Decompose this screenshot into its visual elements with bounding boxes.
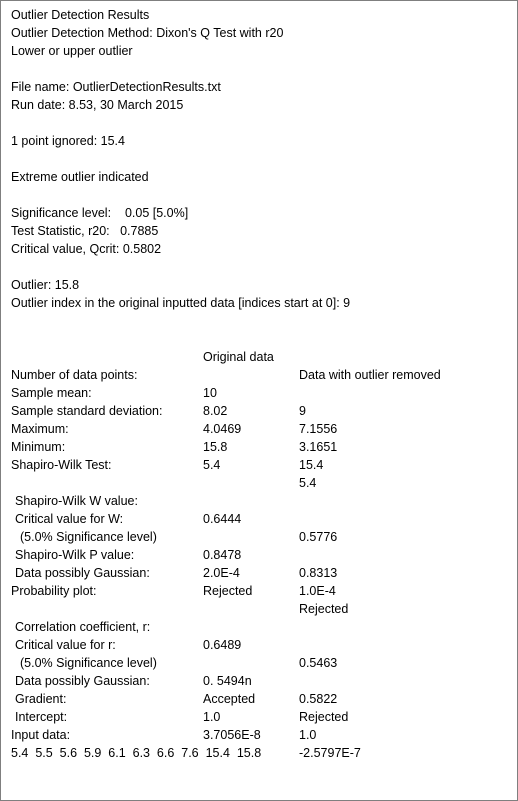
shapiro-p-label: Shapiro-Wilk P value: xyxy=(15,548,135,562)
outlier-side: Lower or upper outlier xyxy=(11,44,133,58)
shapiro-wilk-title: Shapiro-Wilk Test: xyxy=(11,458,112,472)
summary-removed: 3.1651 xyxy=(299,440,338,454)
extreme-outlier-note: Extreme outlier indicated xyxy=(11,170,149,184)
column-header-removed: Data with outlier removed xyxy=(299,368,441,382)
probability-plot-title: Probability plot: xyxy=(11,584,97,598)
probability-gaussian-removed: Rejected xyxy=(299,710,349,724)
run-date: Run date: 8.53, 30 March 2015 xyxy=(11,98,184,112)
probability-intercept-removed: -2.5797E-7 xyxy=(299,746,361,760)
shapiro-critical-removed: 0.8313 xyxy=(299,566,338,580)
outlier-value: Outlier: 15.8 xyxy=(11,278,80,292)
shapiro-critical-sublabel: (5.0% Significance level) xyxy=(20,530,157,544)
shapiro-p-original: 2.0E-4 xyxy=(203,566,240,580)
results-text xyxy=(11,6,511,762)
outlier-index: Outlier index in the original inputted data [indices start at 0]: 9 xyxy=(11,296,351,310)
probability-critical-label: Critical value for r: xyxy=(15,638,116,652)
summary-removed: 7.1556 xyxy=(299,422,338,436)
summary-original: 4.0469 xyxy=(203,422,242,436)
detection-method: Outlier Detection Method: Dixon's Q Test with r20 xyxy=(11,26,284,40)
summary-removed: 15.4 xyxy=(299,458,324,472)
file-name: File name: OutlierDetectionResults.txt xyxy=(11,80,221,94)
probability-gradient-removed: 1.0 xyxy=(299,728,317,742)
summary-removed: 5.4 xyxy=(299,476,317,490)
probability-critical-original: 0. 5494n xyxy=(203,674,252,688)
probability-gradient-label: Gradient: xyxy=(15,692,67,706)
shapiro-w-label: Shapiro-Wilk W value: xyxy=(15,494,138,508)
column-header-original: Original data xyxy=(203,350,274,364)
summary-original: 15.8 xyxy=(203,440,228,454)
probability-critical-sublabel: (5.0% Significance level) xyxy=(20,656,157,670)
shapiro-p-removed: 1.0E-4 xyxy=(299,584,336,598)
probability-intercept-label: Intercept: xyxy=(15,710,68,724)
critical-value: Critical value, Qcrit: 0.5802 xyxy=(11,242,162,256)
probability-r-label: Correlation coefficient, r: xyxy=(15,620,151,634)
probability-gradient-original: 1.0 xyxy=(203,710,221,724)
input-data-title: Input data: xyxy=(11,728,71,742)
test-statistic: Test Statistic, r20: 0.7885 xyxy=(11,224,159,238)
input-data-values: 5.4 5.5 5.6 5.9 6.1 6.3 6.6 7.6 15.4 15.8 xyxy=(11,746,262,760)
results-title: Outlier Detection Results xyxy=(11,8,150,22)
probability-critical-removed: 0.5822 xyxy=(299,692,338,706)
summary-label: Maximum: xyxy=(11,422,69,436)
probability-r-removed: 0.5463 xyxy=(299,656,338,670)
shapiro-gaussian-original: Rejected xyxy=(203,584,253,598)
shapiro-critical-original: 0.8478 xyxy=(203,548,242,562)
significance-level: Significance level: 0.05 [5.0%] xyxy=(11,206,189,220)
summary-original: 8.02 xyxy=(203,404,228,418)
summary-label: Minimum: xyxy=(11,440,66,454)
summary-original: 5.4 xyxy=(203,458,221,472)
probability-gaussian-label: Data possibly Gaussian: xyxy=(15,674,150,688)
summary-label: Number of data points: xyxy=(11,368,138,382)
shapiro-w-removed: 0.5776 xyxy=(299,530,338,544)
summary-label: Sample standard deviation: xyxy=(11,404,163,418)
probability-intercept-original: 3.7056E-8 xyxy=(203,728,261,742)
shapiro-gaussian-removed: Rejected xyxy=(299,602,349,616)
ignored-points: 1 point ignored: 15.4 xyxy=(11,134,125,148)
probability-gaussian-original: Accepted xyxy=(203,692,256,706)
shapiro-gaussian-label: Data possibly Gaussian: xyxy=(15,566,150,580)
shapiro-w-original: 0.6444 xyxy=(203,512,242,526)
probability-r-original: 0.6489 xyxy=(203,638,242,652)
summary-original: 10 xyxy=(203,386,217,400)
shapiro-critical-label: Critical value for W: xyxy=(15,512,124,526)
summary-removed: 9 xyxy=(299,404,306,418)
summary-label: Sample mean: xyxy=(11,386,92,400)
